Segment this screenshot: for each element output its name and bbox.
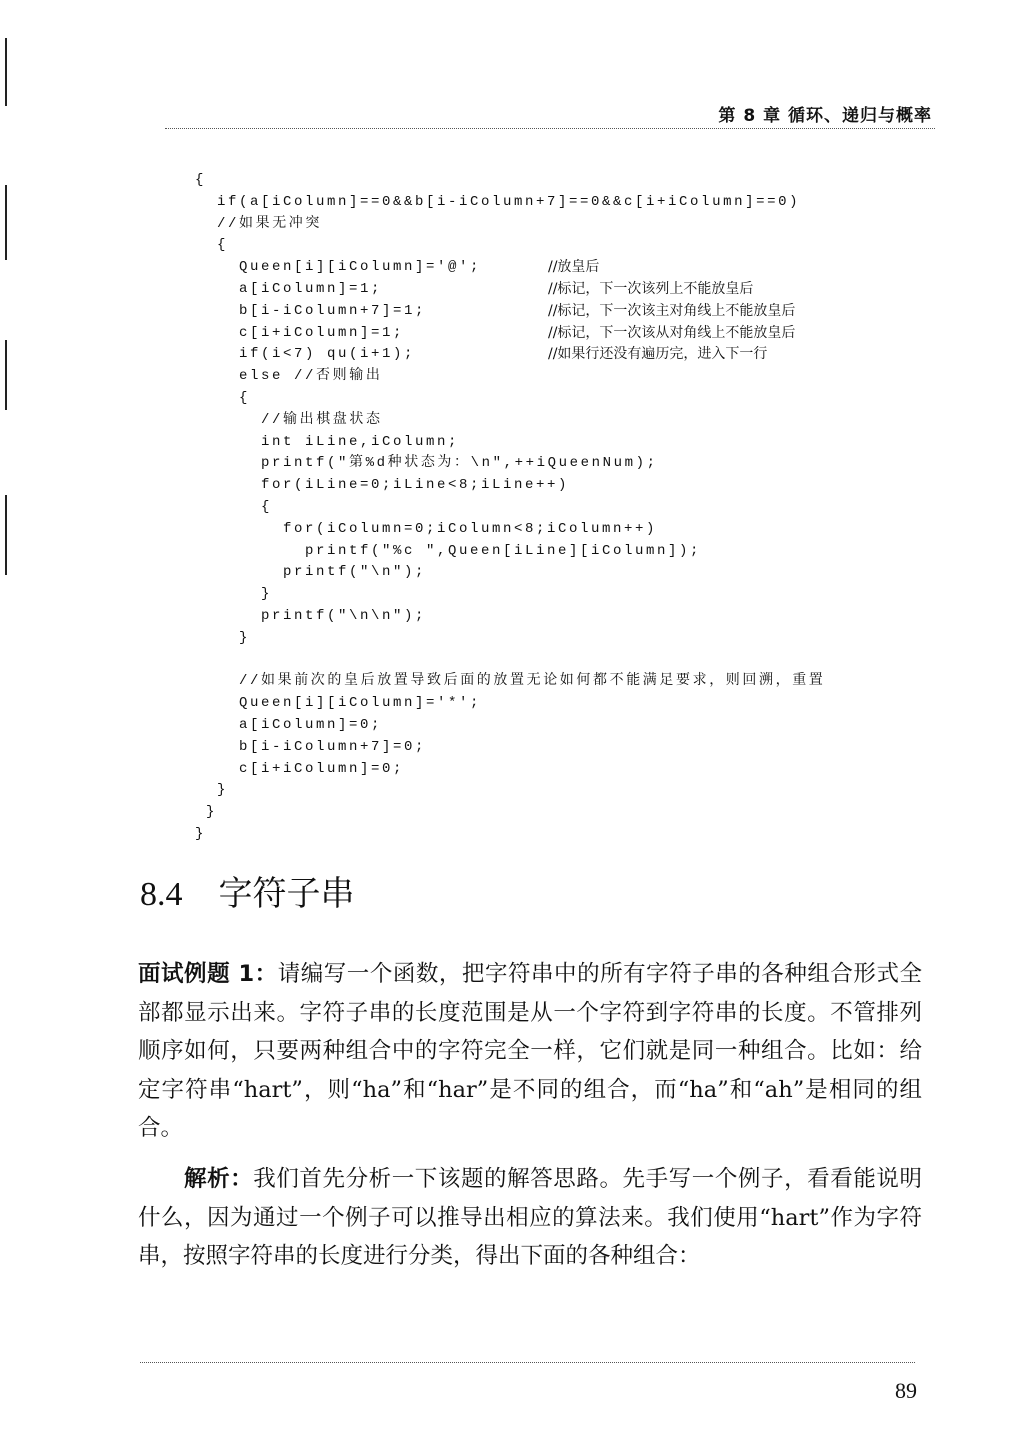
code-text: { bbox=[195, 498, 273, 515]
paragraph-analysis bbox=[138, 1160, 922, 1276]
code-text: Queen[i][iColumn]='@'; bbox=[195, 259, 482, 276]
code-text: for(iLine=0;iLine<8;iLine++) bbox=[195, 477, 570, 494]
code-text: printf("\n"); bbox=[195, 564, 427, 581]
code-text: //如果无冲突 bbox=[195, 215, 323, 232]
code-line bbox=[195, 192, 935, 214]
scan-artifact bbox=[5, 38, 7, 106]
paragraph-question bbox=[138, 955, 922, 1148]
code-line bbox=[195, 780, 935, 802]
code-line bbox=[195, 802, 935, 824]
code-line bbox=[195, 671, 935, 693]
code-line bbox=[195, 475, 935, 497]
code-line bbox=[195, 388, 935, 410]
code-text: if(i<7) qu(i+1); bbox=[195, 346, 416, 363]
scan-artifact bbox=[5, 185, 7, 260]
code-line bbox=[195, 497, 935, 519]
code-line bbox=[195, 344, 935, 366]
code-line bbox=[195, 759, 935, 781]
code-text: //输出棋盘状态 bbox=[195, 411, 383, 428]
code-line bbox=[195, 323, 935, 345]
code-text: { bbox=[195, 389, 251, 406]
page-number: 89 bbox=[895, 1378, 917, 1403]
code-line bbox=[195, 170, 935, 192]
code-text: } bbox=[195, 804, 218, 821]
code-line bbox=[195, 410, 935, 432]
code-text: Queen[i][iColumn]='*'; bbox=[195, 695, 482, 712]
scan-artifact bbox=[5, 340, 7, 410]
code-text: printf("\n\n"); bbox=[195, 607, 427, 624]
code-line bbox=[195, 737, 935, 759]
code-comment: //标记，下一次该主对角线上不能放皇后 bbox=[548, 302, 796, 319]
code-text: } bbox=[195, 629, 251, 646]
code-text: printf("%c ",Queen[iLine][iColumn]); bbox=[195, 542, 702, 559]
footer-rule bbox=[140, 1362, 915, 1363]
paragraph-text: 请编写一个函数，把字符串中的所有字符子串的各种组合形式全部都显示出来。字符子串的长度范围是从一个字符到字符串的长度。不管排列顺序如何，只要两种组合中的字符完全一样，它们就是同一种组合。比如：给定字符串“hart”，则“ha”和“har”是不同的组合，而“ha”和“ah”是相同的组合。 bbox=[138, 961, 922, 1141]
code-text: a[iColumn]=1; bbox=[195, 280, 383, 297]
code-text: a[iColumn]=0; bbox=[195, 716, 383, 733]
code-text: else //否则输出 bbox=[195, 368, 383, 385]
code-text: b[i-iColumn+7]=1; bbox=[195, 302, 427, 319]
code-line bbox=[195, 606, 935, 628]
code-text: } bbox=[195, 586, 273, 603]
code-line bbox=[195, 432, 935, 454]
code-line bbox=[195, 562, 935, 584]
code-text: } bbox=[195, 782, 229, 799]
code-line bbox=[195, 693, 935, 715]
code-line bbox=[195, 279, 935, 301]
code-line bbox=[195, 715, 935, 737]
code-text: c[i+iColumn]=1; bbox=[195, 324, 405, 341]
code-line bbox=[195, 584, 935, 606]
section-title: 字符子串 bbox=[218, 874, 355, 914]
code-text: } bbox=[195, 825, 207, 842]
code-comment: //标记，下一次该列上不能放皇后 bbox=[548, 280, 754, 297]
code-comment: //标记，下一次该从对角线上不能放皇后 bbox=[548, 324, 796, 341]
code-text: b[i-iColumn+7]=0; bbox=[195, 738, 427, 755]
code-line bbox=[195, 541, 935, 563]
code-line bbox=[195, 628, 935, 650]
section-heading bbox=[140, 866, 355, 915]
code-text: c[i+iColumn]=0; bbox=[195, 760, 405, 777]
paragraph-lead: 解析： bbox=[184, 1166, 254, 1192]
code-line bbox=[195, 257, 935, 279]
code-line bbox=[195, 366, 935, 388]
running-header: 第 8 章 循环、递归与概率 bbox=[718, 106, 932, 126]
paragraph-text: 我们首先分析一下该题的解答思路。先手写一个例子，看看能说明什么，因为通过一个例子可以推导出相应的算法来。我们使用“hart”作为字符串，按照字符串的长度进行分类，得出下面的各种组合： bbox=[138, 1166, 922, 1269]
code-text: if(a[iColumn]==0&&b[i-iColumn+7]==0&&c[i+iColumn]==0) bbox=[195, 193, 801, 210]
header-rule bbox=[165, 128, 935, 129]
code-comment: //放皇后 bbox=[548, 259, 600, 276]
section-number: 8.4 bbox=[140, 876, 183, 913]
code-line bbox=[195, 519, 935, 541]
code-line bbox=[195, 214, 935, 236]
code-text: printf("第%d种状态为：\n",++iQueenNum); bbox=[195, 455, 658, 472]
code-text: { bbox=[195, 172, 207, 188]
code-line bbox=[195, 235, 935, 257]
paragraph-lead: 面试例题 1： bbox=[138, 961, 278, 987]
code-text: int iLine,iColumn; bbox=[195, 433, 460, 450]
code-line bbox=[195, 301, 935, 323]
code-line bbox=[195, 824, 935, 846]
code-line bbox=[195, 453, 935, 475]
code-text: { bbox=[195, 237, 229, 254]
scan-artifact bbox=[5, 495, 7, 575]
code-text: for(iColumn=0;iColumn<8;iColumn++) bbox=[195, 520, 658, 537]
code-text: //如果前次的皇后放置导致后面的放置无论如何都不能满足要求，则回溯，重置 bbox=[195, 673, 826, 690]
code-line bbox=[195, 650, 935, 672]
code-comment: //如果行还没有遍历完，进入下一行 bbox=[548, 346, 768, 363]
code-listing bbox=[195, 170, 935, 846]
